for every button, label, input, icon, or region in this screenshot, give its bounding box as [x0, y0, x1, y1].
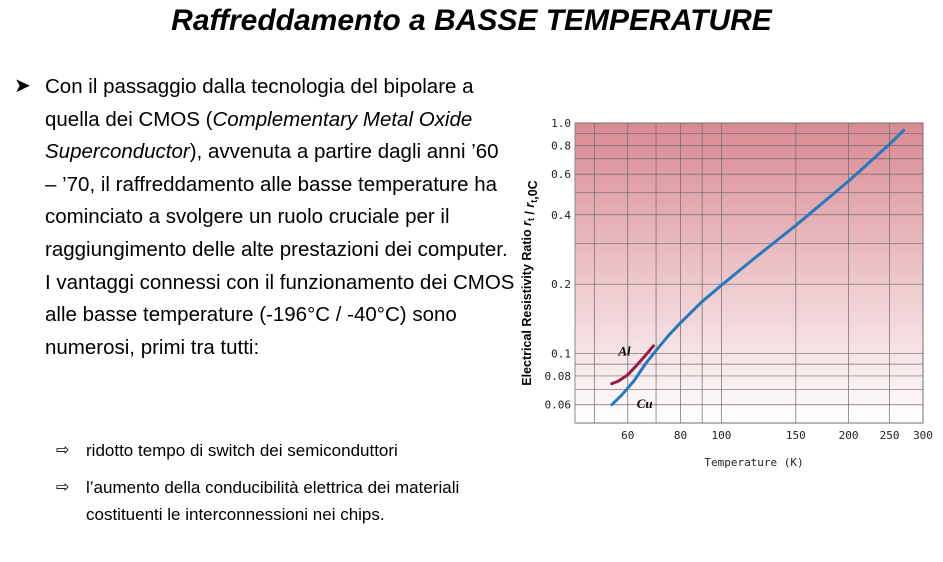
- y-tick-label: 0.6: [551, 168, 571, 182]
- outline-arrow-right-icon: ⇨: [56, 479, 70, 496]
- x-tick-label: 150: [785, 429, 806, 442]
- y-tick-label: 0.06: [544, 398, 571, 412]
- bullet-text-part1: Con il passaggio dalla tecnologia del bipolare a quella dei CMOS (: [45, 75, 474, 131]
- resistivity-chart: [513, 113, 938, 483]
- y-axis-label: Electrical Resistivity Ratio $r_t / r_t,0C$: [520, 180, 540, 386]
- x-tick-label: 100: [711, 429, 732, 442]
- bullet-text-part2: ), avvenuta a partire dagli anni ’60 – ’70, il raffreddamento alle basse temperature ha cominciato a svolgere un ruolo cruciale per il raggiungimento delle alte prestazioni dei computer. I vantaggi connessi con il funzionamento dei CMOS alle basse temperature (-196°C / -40°C) sono numerosi, primi tra tutti:: [45, 140, 515, 359]
- y-tick-label: 0.08: [544, 369, 571, 383]
- x-tick-label: 300: [913, 429, 933, 442]
- slide-title: Raffreddamento a BASSE TEMPERATURE: [171, 4, 772, 37]
- y-tick-label: 0.1: [551, 347, 571, 361]
- bullet-text-emphasis: Complementary Metal Oxide Superconductor: [45, 107, 473, 164]
- x-tick-label: 60: [621, 429, 635, 442]
- triangle-arrow-right-icon: ➤: [14, 75, 31, 97]
- sub-bullet-text: ridotto tempo di switch dei semiconduttori: [86, 441, 398, 460]
- series-label-cu: Cu: [636, 396, 653, 412]
- main-bullet-text: [45, 71, 515, 364]
- x-tick-label: 200: [838, 429, 859, 442]
- y-tick-label: 0.4: [551, 208, 571, 222]
- plot-background: [575, 123, 923, 423]
- y-tick-label: 0.2: [551, 278, 571, 292]
- x-tick-label: 80: [673, 429, 688, 442]
- x-axis-label: Temperature (K): [704, 456, 804, 469]
- sub-bullet-text: l’aumento della conducibilità elettrica dei materiali costituenti le interconnessioni nei chips.: [86, 478, 460, 524]
- y-tick-label: 1.0: [551, 117, 571, 130]
- x-tick-label: 250: [879, 429, 900, 442]
- y-tick-label: 0.8: [551, 139, 571, 153]
- outline-arrow-right-icon: ⇨: [56, 442, 70, 459]
- series-label-al: Al: [618, 343, 631, 359]
